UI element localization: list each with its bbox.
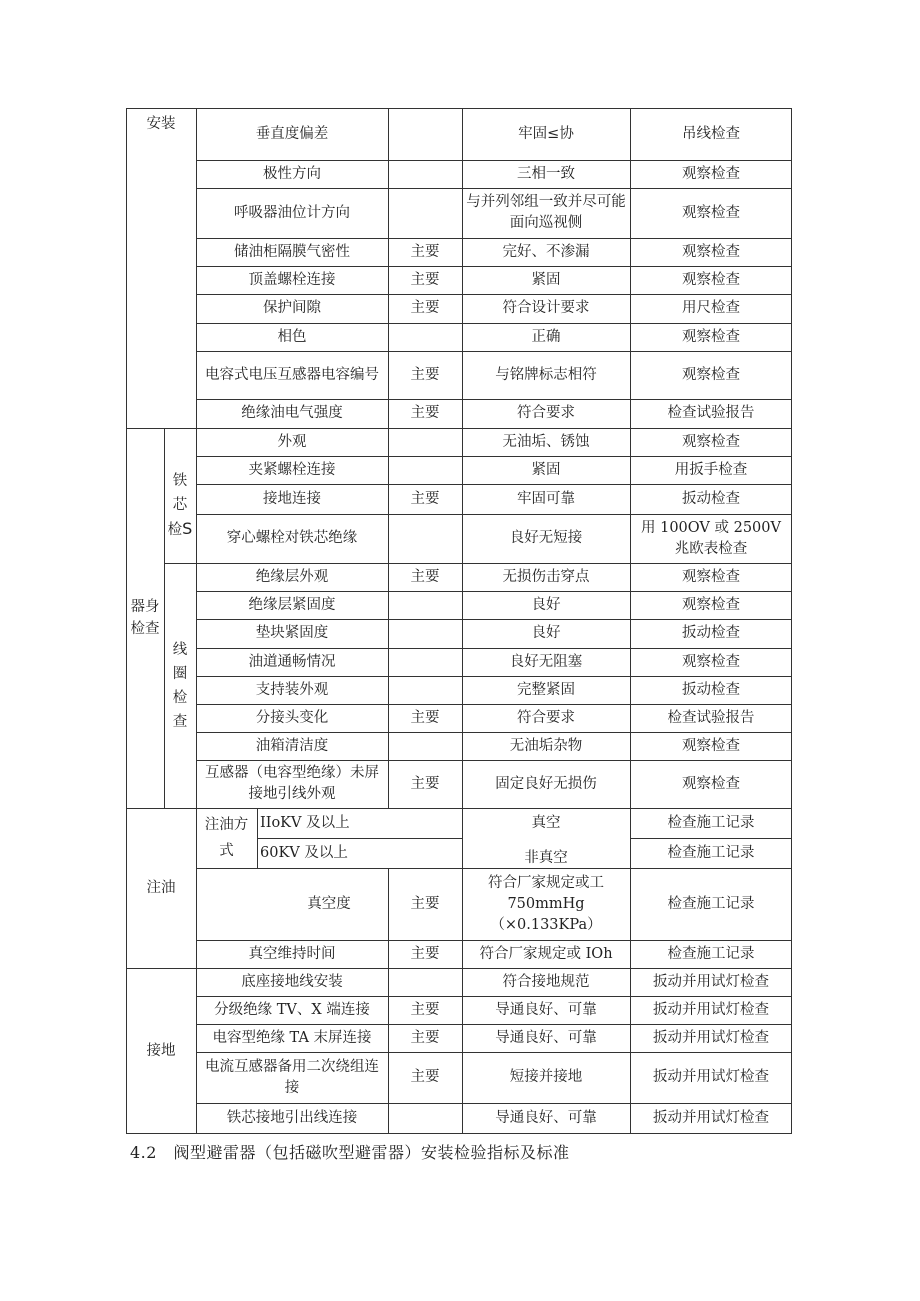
cell-item: 真空维持时间 bbox=[248, 945, 336, 962]
cell-standard: 良好无阻塞 bbox=[509, 653, 583, 670]
cell-level bbox=[388, 619, 462, 648]
cell-standard: 牢固≤协 bbox=[518, 125, 574, 142]
cell-item: 电容型绝缘 TA 末屏连接 bbox=[212, 1029, 372, 1046]
cell-method: 观察检查 bbox=[682, 243, 740, 260]
cell-level: 主要 bbox=[410, 945, 440, 962]
cell-method: 检查施工记录 bbox=[667, 814, 755, 831]
cell-item: 分接头变化 bbox=[255, 709, 329, 726]
cell-level bbox=[388, 108, 462, 160]
cell-item: 接地连接 bbox=[263, 490, 321, 507]
cell-standard: 完好、不渗漏 bbox=[502, 243, 590, 260]
cell-level: 主要 bbox=[410, 243, 440, 260]
cell-method: 观察检查 bbox=[682, 366, 740, 383]
cell-standard: 紧固 bbox=[531, 271, 561, 288]
cell-method: 扳动检查 bbox=[682, 625, 740, 641]
cell-item: 极性方向 bbox=[263, 165, 321, 182]
cell-item: 电流互感器备用二次绕组连接 bbox=[205, 1058, 379, 1096]
cell-standard: 符合接地规范 bbox=[502, 973, 590, 990]
cell-method: 检查施工记录 bbox=[667, 945, 755, 962]
cell-item: 垂直度偏差 bbox=[255, 125, 329, 142]
cell-level: 主要 bbox=[410, 895, 440, 912]
cell-level bbox=[388, 188, 462, 238]
cell-method: 用 100OV 或 2500V 兆欧表检查 bbox=[641, 519, 781, 557]
cell-method: 扳动并用试灯检查 bbox=[653, 1069, 769, 1085]
cell-level: 主要 bbox=[410, 709, 440, 726]
section-install: 安装 bbox=[146, 116, 176, 132]
cell-standard: 与并列邻组一致并尽可能面向巡视侧 bbox=[466, 194, 626, 231]
cell-method: 观察检查 bbox=[682, 737, 740, 754]
cell-standard: 符合厂家规定或工750mmHg（×0.133KPa） bbox=[488, 874, 604, 933]
cell-method: 观察检查 bbox=[682, 271, 740, 288]
cell-level: 主要 bbox=[410, 775, 440, 792]
cell-level: 主要 bbox=[410, 405, 440, 421]
cell-method: 吊线检查 bbox=[682, 125, 740, 142]
cell-level: 主要 bbox=[410, 366, 440, 383]
cell-item: 穿心螺栓对铁芯绝缘 bbox=[226, 530, 358, 546]
cell-standard: 完整紧固 bbox=[517, 681, 575, 698]
cell-level: 主要 bbox=[410, 490, 440, 507]
cell-level bbox=[388, 456, 462, 484]
cell-level bbox=[388, 968, 462, 996]
cell-level: 主要 bbox=[410, 300, 440, 316]
cell-standard: 短接并接地 bbox=[509, 1069, 583, 1085]
cell-method: 观察检查 bbox=[682, 433, 740, 450]
cell-standard: 导通良好、可靠 bbox=[495, 1001, 597, 1018]
cell-standard: 牢固可靠 bbox=[517, 490, 575, 507]
cell-item: 保护间隙 bbox=[263, 300, 321, 316]
cell-standard: 正确 bbox=[531, 328, 561, 345]
cell-method: 观察检查 bbox=[682, 165, 740, 182]
cell-standard: 符合要求 bbox=[517, 405, 575, 421]
cell-item: 绝缘层外观 bbox=[255, 568, 329, 585]
cell-level bbox=[388, 160, 462, 188]
cell-method: 扳动并用试灯检查 bbox=[653, 1029, 769, 1046]
cell-standard: 无油垢、锈蚀 bbox=[502, 433, 590, 450]
cell-standard: 良好无短接 bbox=[509, 530, 583, 546]
core-check-label-2a: 检 bbox=[167, 522, 183, 538]
cell-method: 观察检查 bbox=[682, 775, 740, 792]
cell-item: 60KV 及以上 bbox=[260, 844, 348, 861]
cell-method: 观察检查 bbox=[682, 204, 740, 221]
cell-method: 扳动并用试灯检查 bbox=[653, 973, 769, 990]
cell-item: 垫块紧固度 bbox=[255, 625, 329, 641]
cell-item: 呼吸器油位计方向 bbox=[234, 204, 350, 221]
core-check-label-1: 铁芯 bbox=[172, 473, 188, 513]
cell-method: 扳动检查 bbox=[682, 681, 740, 698]
cell-level bbox=[388, 323, 462, 351]
cell-level bbox=[388, 648, 462, 676]
cell-level: 主要 bbox=[410, 1069, 440, 1085]
cell-item: 支持装外观 bbox=[255, 681, 329, 698]
cell-level bbox=[388, 1103, 462, 1134]
section-body-check: 器身 检查 bbox=[130, 599, 160, 637]
cell-method: 检查试验报告 bbox=[667, 709, 755, 726]
cell-level: 主要 bbox=[410, 568, 440, 585]
cell-method: 扳动检查 bbox=[682, 490, 740, 507]
cell-item: 真空度 bbox=[307, 895, 351, 912]
section-grounding: 接地 bbox=[146, 1042, 176, 1059]
section-caption: 4.2 阀型避雷器（包括磁吹型避雷器）安装检验指标及标准 bbox=[130, 1143, 570, 1162]
cell-standard: 三相一致 bbox=[517, 165, 575, 182]
cell-item: 相色 bbox=[277, 328, 307, 345]
cell-standard: 良好 bbox=[531, 596, 561, 613]
cell-standard: 无损伤击穿点 bbox=[502, 568, 590, 585]
cell-item: 外观 bbox=[277, 433, 307, 450]
cell-standard: 良好 bbox=[531, 625, 561, 641]
oil-method-label: 注油方 式 bbox=[204, 817, 249, 859]
cell-standard: 导通良好、可靠 bbox=[495, 1029, 597, 1046]
cell-item: 油道通畅情况 bbox=[248, 653, 336, 670]
cell-method: 检查施工记录 bbox=[667, 895, 755, 912]
cell-item: IIoKV 及以上 bbox=[260, 814, 350, 831]
cell-item: 铁芯接地引出线连接 bbox=[226, 1110, 358, 1126]
cell-standard: 导通良好、可靠 bbox=[495, 1110, 597, 1126]
cell-standard: 非真空 bbox=[524, 849, 568, 866]
cell-standard: 符合要求 bbox=[517, 709, 575, 726]
core-check-label-2b: S bbox=[182, 519, 193, 538]
cell-item: 顶盖螺栓连接 bbox=[248, 271, 336, 288]
cell-level bbox=[388, 676, 462, 704]
cell-item: 绝缘层紧固度 bbox=[248, 596, 336, 613]
section-oil: 注油 bbox=[146, 879, 176, 896]
cell-standard: 紧固 bbox=[531, 461, 561, 478]
cell-method: 用扳手检查 bbox=[674, 461, 748, 478]
cell-method: 观察检查 bbox=[682, 568, 740, 585]
cell-level bbox=[388, 428, 462, 456]
cell-method: 用尺检查 bbox=[682, 300, 740, 316]
cell-item: 绝缘油电气强度 bbox=[241, 405, 343, 421]
cell-standard: 固定良好无损伤 bbox=[495, 775, 597, 792]
cell-standard: 与铭牌标志相符 bbox=[495, 366, 597, 383]
cell-level bbox=[388, 591, 462, 619]
cell-level bbox=[388, 514, 462, 563]
cell-level: 主要 bbox=[410, 1029, 440, 1046]
cell-standard: 无油垢杂物 bbox=[509, 737, 583, 754]
inspection-table bbox=[126, 108, 792, 1134]
cell-item: 分级绝缘 TV、X 端连接 bbox=[214, 1001, 370, 1018]
cell-standard: 符合厂家规定或 IOh bbox=[479, 945, 613, 962]
core-check-label-2 bbox=[168, 517, 193, 542]
cell-item: 底座接地线安装 bbox=[241, 973, 343, 990]
cell-level bbox=[388, 732, 462, 760]
cell-item: 储油柜隔膜气密性 bbox=[234, 243, 350, 260]
cell-level: 主要 bbox=[410, 271, 440, 288]
cell-method: 检查施工记录 bbox=[667, 844, 755, 861]
cell-item: 油箱清洁度 bbox=[255, 737, 329, 754]
cell-method: 扳动并用试灯检查 bbox=[653, 1001, 769, 1018]
cell-standard: 真空 bbox=[531, 814, 561, 831]
cell-item: 电容式电压互感器电容编号 bbox=[205, 366, 379, 383]
cell-level: 主要 bbox=[410, 1001, 440, 1018]
section-core-check bbox=[164, 428, 196, 563]
cell-method: 检查试验报告 bbox=[667, 405, 755, 421]
cell-item: 夹紧螺栓连接 bbox=[248, 461, 336, 478]
cell-method: 观察检查 bbox=[682, 653, 740, 670]
cell-method: 观察检查 bbox=[682, 596, 740, 613]
section-coil-check: 线圈 检查 bbox=[172, 641, 188, 730]
cell-item: 互感器（电容型绝缘）未屏接地引线外观 bbox=[205, 765, 379, 802]
cell-method: 观察检查 bbox=[682, 328, 740, 345]
cell-method: 扳动并用试灯检查 bbox=[653, 1110, 769, 1126]
cell-standard: 符合设计要求 bbox=[502, 300, 590, 316]
